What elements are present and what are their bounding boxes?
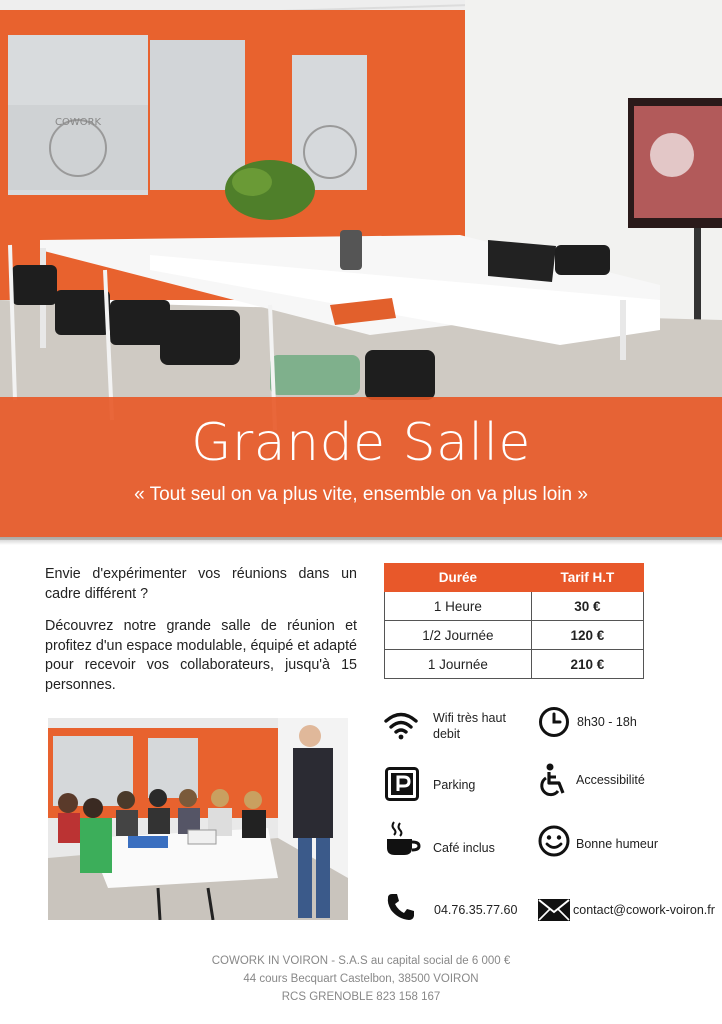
wheelchair-icon bbox=[538, 763, 570, 804]
intro-paragraph-1: Envie d'expérimenter vos réunions dans un cadre différent ? bbox=[45, 566, 357, 602]
table-row bbox=[385, 592, 644, 621]
intro-paragraph-2: Découvrez notre grande salle de réunion et profitez d'un espace modulable, équipé et adapté pour recevoir vos collaborateurs, jusqu'à 15 personnes. bbox=[45, 618, 357, 693]
parking-icon bbox=[385, 767, 419, 806]
contact-email: contact@cowork-voiron.fr bbox=[573, 903, 715, 917]
duration-cell: 1 Heure bbox=[385, 592, 532, 621]
duration-cell: 1 Journée bbox=[385, 650, 532, 679]
feature-hours: 8h30 - 18h bbox=[577, 715, 637, 729]
feature-wifi: Wifi très haut debit bbox=[433, 711, 506, 741]
duration-cell: 1/2 Journée bbox=[385, 621, 532, 650]
feature-coffee: Café inclus bbox=[433, 841, 495, 855]
price-cell: 210 € bbox=[531, 650, 643, 679]
tagline-quote: « Tout seul on va plus vite, ensemble on va plus loin » bbox=[134, 484, 588, 505]
page-title: Grande Salle bbox=[191, 413, 531, 473]
clock-icon bbox=[538, 706, 570, 743]
header-price: Tarif H.T bbox=[531, 564, 643, 592]
banner-shadow bbox=[0, 537, 722, 545]
price-cell: 30 € bbox=[531, 592, 643, 621]
phone-icon bbox=[386, 892, 416, 927]
contact-phone: 04.76.35.77.60 bbox=[434, 903, 518, 917]
footer-registration: RCS GRENOBLE 823 158 167 bbox=[281, 991, 441, 1003]
pricing-header-row bbox=[385, 564, 644, 592]
table-row bbox=[385, 650, 644, 679]
table-row bbox=[385, 621, 644, 650]
footer-company: COWORK IN VOIRON - S.A.S au capital social de 6 000 € bbox=[211, 955, 511, 967]
coffee-icon bbox=[384, 820, 422, 863]
footer bbox=[0, 952, 722, 1006]
glass-logo-text: COWORK bbox=[55, 117, 102, 128]
footer-address: 44 cours Becquart Castelbon, 38500 VOIRON bbox=[243, 973, 479, 985]
header-duration: Durée bbox=[385, 564, 532, 592]
wifi-icon bbox=[384, 710, 418, 745]
feature-accessibility: Accessibilité bbox=[576, 773, 645, 787]
intro-text bbox=[45, 565, 357, 708]
feature-mood: Bonne humeur bbox=[576, 837, 659, 851]
feature-parking: Parking bbox=[433, 778, 476, 792]
meeting-photo bbox=[48, 718, 348, 920]
smiley-icon bbox=[538, 825, 570, 862]
price-cell: 120 € bbox=[531, 621, 643, 650]
pricing-table bbox=[384, 563, 644, 679]
envelope-icon bbox=[538, 899, 570, 926]
